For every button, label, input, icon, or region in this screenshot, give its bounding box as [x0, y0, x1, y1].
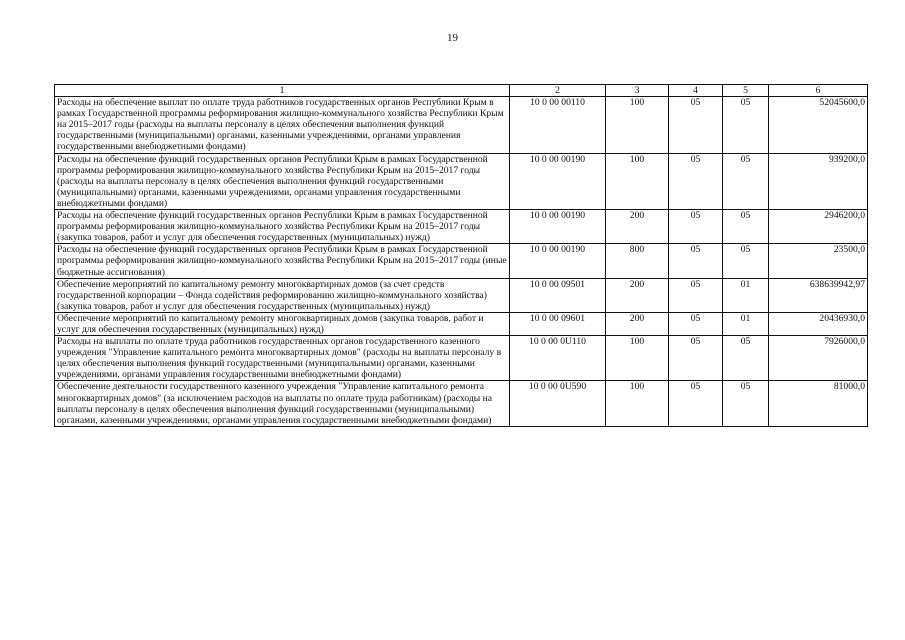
row-target-code: 10 0 00 00190: [510, 153, 606, 209]
row-expense-type: 100: [606, 153, 669, 209]
row-target-code: 10 0 00 00190: [510, 244, 606, 278]
header-col-2: 2: [510, 85, 606, 97]
table-row: [55, 381, 868, 426]
row-expense-type: 200: [606, 312, 669, 335]
row-expense-type: 100: [606, 97, 669, 153]
row-amount: 20436930,0: [769, 312, 868, 335]
row-expense-type: 200: [606, 278, 669, 312]
row-description: Расходы на обеспечение функций государственных органов Республики Крым в рамках Государственной программы реформирования жилищно-коммунального хозяйства Республики Крым на 2015–2017 годы (закупка товаров, работ и услуг для обеспечения государственных (муниципальных) нужд): [55, 210, 510, 244]
row-subsection: 05: [723, 97, 769, 153]
page-number: 19: [447, 32, 458, 44]
row-description: Расходы на обеспечение функций государственных органов Республики Крым в рамках Государственной программы реформирования жилищно-коммунального хозяйства Республики Крым на 2015–2017 годы (расходы на выплаты персоналу в целях обеспечения выполнения функций государственными (муниципальными) органами, казенными учреждениями, органами управления государственными внебюджетными фондами): [55, 153, 510, 209]
row-section: 05: [669, 312, 723, 335]
row-description: Обеспечение деятельности государственного казенного учреждения "Управление капитального ремонта многоквартирных домов" (за исключением расходов на выплаты по оплате труда работникам) (расходы на выплаты персоналу в целях обеспечения выполнения функций государственными (муниципальными) органами, казенными учреждениями, органами управления государственными внебюджетными фондами): [55, 381, 510, 426]
row-subsection: 05: [723, 153, 769, 209]
row-target-code: 10 0 00 09501: [510, 278, 606, 312]
header-col-6: 6: [769, 85, 868, 97]
row-section: 05: [669, 278, 723, 312]
table-row: [55, 312, 868, 335]
row-description: Обеспечение мероприятий по капитальному ремонту многоквартирных домов (за счет средств государственной корпорации – Фонда содействия реформированию жилищно-коммунального хозяйства) (закупка товаров, работ и услуг для обеспечения государственных (муниципальных) нужд): [55, 278, 510, 312]
row-description: Обеспечение мероприятий по капитальному ремонту многоквартирных домов (закупка товаров, работ и услуг для обеспечения государственных (муниципальных) нужд): [55, 312, 510, 335]
row-subsection: 01: [723, 312, 769, 335]
row-amount: 7926000,0: [769, 336, 868, 381]
row-expense-type: 100: [606, 381, 669, 426]
row-description: Расходы на выплаты по оплате труда работников государственных органов государственного казенного учреждения "Управление капитального ремонта многоквартирных домов" (расходы на выплаты персоналу в целях обеспечения выполнения функций государственными (муниципальными) органами, казенными учреждениями, органами управления государственными внебюджетными фондами): [55, 336, 510, 381]
row-subsection: 05: [723, 244, 769, 278]
row-amount: 52045600,0: [769, 97, 868, 153]
row-section: 05: [669, 97, 723, 153]
row-subsection: 05: [723, 381, 769, 426]
header-col-3: 3: [606, 85, 669, 97]
table-header-row: [55, 85, 868, 97]
table-row: [55, 244, 868, 278]
table-row: [55, 336, 868, 381]
header-col-1: 1: [55, 85, 510, 97]
row-amount: 2946200,0: [769, 210, 868, 244]
row-description: Расходы на обеспечение выплат по оплате труда работников государственных органов Республики Крым в рамках Государственной программы реформирования жилищно-коммунального хозяйства Республики Крым на 2015–2017 годы (расходы на выплаты персоналу в целях обеспечения выполнения функций государственными (муниципальными) органами, казенными учреждениями, органами управления государственными внебюджетными фондами): [55, 97, 510, 153]
row-expense-type: 100: [606, 336, 669, 381]
table-row: [55, 210, 868, 244]
row-subsection: 05: [723, 336, 769, 381]
row-section: 05: [669, 336, 723, 381]
row-section: 05: [669, 210, 723, 244]
row-target-code: 10 0 00 0U110: [510, 336, 606, 381]
row-amount: 23500,0: [769, 244, 868, 278]
row-description: Расходы на обеспечение функций государственных органов Республики Крым в рамках Государственной программы реформирования жилищно-коммунального хозяйства Республики Крым на 2015–2017 годы (иные бюджетные ассигнования): [55, 244, 510, 278]
row-amount: 638639942,97: [769, 278, 868, 312]
row-section: 05: [669, 244, 723, 278]
row-subsection: 05: [723, 210, 769, 244]
row-subsection: 01: [723, 278, 769, 312]
row-section: 05: [669, 381, 723, 426]
table-row: [55, 97, 868, 153]
row-section: 05: [669, 153, 723, 209]
header-col-5: 5: [723, 85, 769, 97]
row-target-code: 10 0 00 09601: [510, 312, 606, 335]
row-target-code: 10 0 00 0U590: [510, 381, 606, 426]
row-amount: 939200,0: [769, 153, 868, 209]
header-col-4: 4: [669, 85, 723, 97]
table-row: [55, 278, 868, 312]
row-target-code: 10 0 00 00190: [510, 210, 606, 244]
row-expense-type: 200: [606, 210, 669, 244]
table-row: [55, 153, 868, 209]
row-expense-type: 800: [606, 244, 669, 278]
budget-table: [54, 84, 868, 427]
row-amount: 81000,0: [769, 381, 868, 426]
row-target-code: 10 0 00 00110: [510, 97, 606, 153]
